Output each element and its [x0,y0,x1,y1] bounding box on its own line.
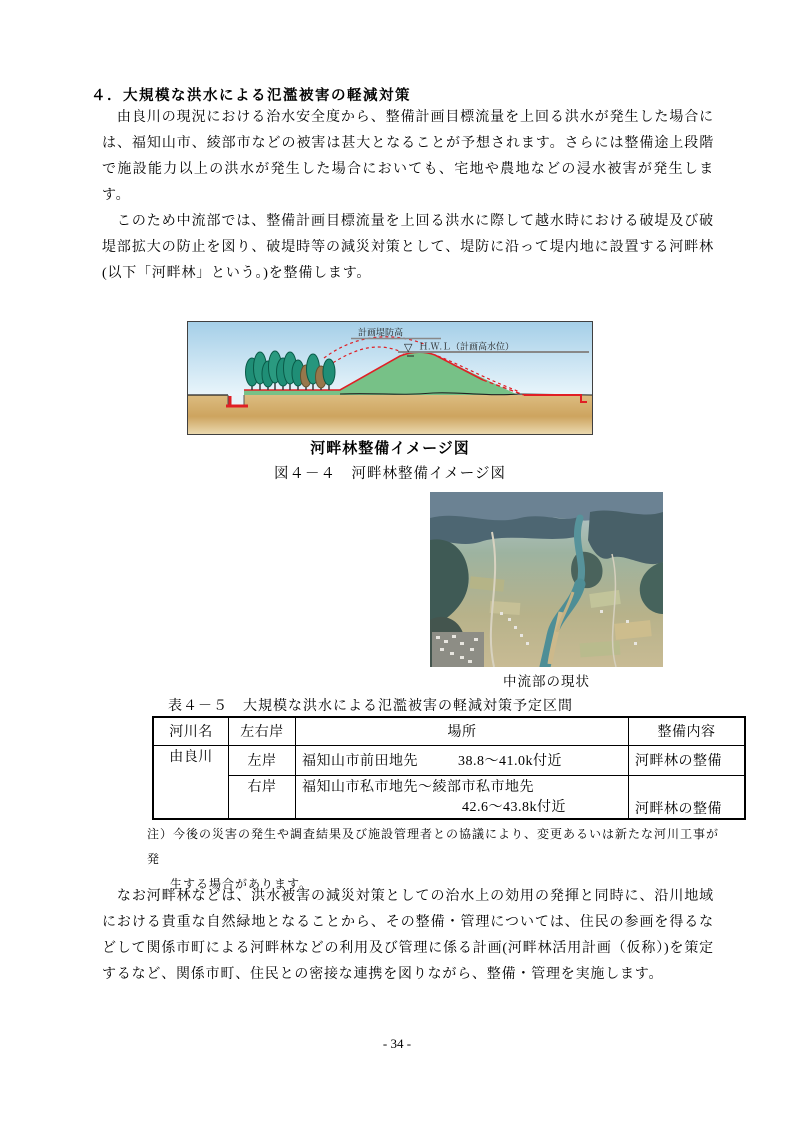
cell-content-left-bank: 河畔林の整備 [629,745,746,775]
header-bank-side: 左右岸 [229,717,296,745]
cell-bank-right: 右岸 [229,775,296,819]
header-river-name: 河川名 [153,717,229,745]
figure-4-4-caption: 図４－４ 河畔林整備イメージ図 [273,466,507,482]
table-row [153,775,745,819]
cell-content-right-bank: 河畔林の整備 [629,775,746,819]
place-km-range: 38.8～41.0k付近 [458,754,562,769]
levee-cross-section-drawing [188,322,592,434]
crest-level-label: 計画堤防高 [358,327,404,338]
riparian-forest-diagram [187,321,593,435]
hwl-label: Ｈ.Ｗ.Ｌ（計画高水位） [419,341,515,352]
header-content: 整備内容 [629,717,746,745]
field-patch [490,601,521,615]
cell-bank-left: 左岸 [229,745,296,775]
table-header-row [153,717,745,745]
aerial-photo-middle-reaches [430,492,663,667]
cell-place-right-bank [296,775,629,819]
table-row [153,745,745,775]
place-km-range: 42.6～43.8k付近 [462,799,566,815]
section-heading: ４．大規模な洪水による氾濫被害の軽減対策 [91,88,411,104]
table-4-5-title: 表４－５ 大規模な洪水による氾濫被害の軽減対策予定区間 [168,699,573,714]
paragraph-flood-risk: 由良川の現況における治水安全度から、整備計画目標流量を上回る洪水が発生した場合には、福知山市、綾部市などの被害は甚大となることが予想されます。さらには整備途上段階で施設能力以上の洪水が発生した場合においても、宅地や農地などの浸水被害が発生します。 [102,110,714,203]
aerial-photo-rendering [430,492,663,667]
header-place: 場所 [296,717,629,745]
ground-fill [188,395,592,434]
footnote-line-2: 生する場合があります。 [170,877,313,891]
place-name: 福知山市前田地先 [302,754,418,769]
cell-place-left-bank [296,745,629,775]
footnote-line-1: 注）今後の災害の発生や調査結果及び施設管理者との協議により、変更あるいは新たな河川工事が発 [147,827,720,866]
page-number: - 34 - [382,1036,412,1051]
paragraph-riparian-forest-plan: このため中流部では、整備計画目標流量を上回る洪水に際して越水時における破堤及び破堤部拡大の防止を図り、破堤時等の減災対策として、堤防に沿って堤内地に設置する河畔林(以下「河畔林」という。)を整備します。 [102,214,714,281]
field-patch [580,641,621,658]
mitigation-sections-table [152,716,746,820]
diagram-inner-caption: 河畔林整備イメージ図 [310,440,470,457]
paragraph-management-plan: なお河畔林などは、洪水被害の減災対策としての治水上の効用の発揮と同時に、沿川地域における貴重な自然緑地となることから、その整備・管理については、住民の参画を得るなどして関係市町による河畔林などの利用及び管理に係る計画(河畔林活用計画（仮称）)を策定するなど、関係市町、住民との密接な連携を図りながら、整備・管理を実施します。 [102,889,714,982]
photo-caption: 中流部の現状 [503,674,590,689]
mid-mountains-right [588,510,663,564]
place-name: 福知山市私市地先～綾部市私市地先 [302,779,534,795]
hwl-marker-icon: ▽ [404,342,413,354]
cell-river-name: 由良川 [153,745,229,819]
